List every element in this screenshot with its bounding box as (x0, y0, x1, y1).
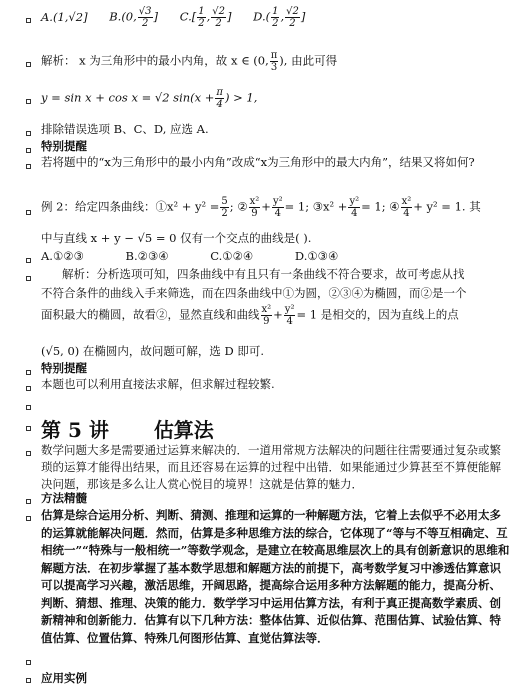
bullet (26, 660, 31, 665)
bullet (26, 370, 31, 375)
bullet (26, 18, 31, 23)
option-b: B.(0, $\frac{√3}{2}$ ] (109, 6, 159, 29)
intro-paragraph: 数学问题大多是需要通过运算来解决的．一道用常规方法解决的问题往往需要通过复杂或繁琐的运算才能得出结果，而且还容易在运算的过程中出错．如果能通过少算甚至不算便能解决问题，那该是多么让人赏心悦目的境界！这就是估算的魅力． (41, 443, 501, 491)
solution-line-1: 解析：分析选项可知，四条曲线中有且只有一条曲线不符合要求，故可考虑从找 (62, 267, 465, 281)
bullet (26, 516, 31, 521)
lecture-title: 估算法 (153, 418, 214, 442)
bullet (26, 276, 31, 281)
special-note-title: 特别提醒 (41, 139, 87, 153)
lecture-number: 第 5 讲 (41, 418, 109, 442)
option-a: A.①②③ (41, 249, 84, 263)
special-note-title-2: 特别提醒 (41, 361, 87, 375)
option-a: A.(1,√2] (41, 9, 88, 24)
bullet (26, 99, 31, 104)
special-note-text-2: 本题也可以利用直接法求解，但求解过程较繁. (41, 377, 275, 391)
example-line-cont: 中与直线 x + y − √5 = 0 仅有一个交点的曲线是( ). (41, 231, 312, 245)
analysis-line: 解析： x 为三角形中的最小内角，故 x ∈ (0, $\frac{\pi}{3}$ ), 由此可得 (41, 50, 338, 73)
solution-line-2: 不符合条件的曲线入手来筛选，而在四条曲线中①为圆，②③④为椭圆，而②是一个 (41, 286, 467, 300)
example-options (41, 248, 512, 265)
example-line: 例 2：给定四条曲线：①x² + y² = $\frac{5}{2}$ ; ② $\frac{\text{x²}}{9}$ + $\frac{\text{y²}}{4}$ = 1; ③x² + $\frac{\text{y²}}{4}$ = 1; ④ $\frac{\text{x²}}{4}$ + y² = 1. 其 (41, 196, 481, 219)
option-c: C.①②④ (210, 249, 254, 263)
bullet (26, 210, 31, 215)
solution-line-3: 面积最大的椭圆，故看②，显然直线和曲线 $\frac{\text{x²}}{9}$ + $\frac{\text{y²}}{4}$ = 1 是相交的，因为直线上的点 (41, 304, 459, 327)
bullet (26, 451, 31, 456)
application-examples-title: 应用实例 (41, 671, 87, 685)
bullet (26, 426, 31, 431)
exclude-line: 排除错误选项 B、C、D, 应选 A. (41, 122, 209, 136)
lecture-heading (41, 414, 214, 443)
method-essence-title: 方法精髓 (41, 491, 87, 505)
option-b: B.②③④ (125, 249, 169, 263)
option-d: D.( $\frac{1}{2}$ , $\frac{√2}{2}$ ] (253, 6, 306, 29)
bullet (26, 678, 31, 683)
bullet (26, 131, 31, 136)
bullet (26, 148, 31, 153)
bullet (26, 62, 31, 67)
special-note-text: 若将题中的“x为三角形中的最小内角”改成“x为三角形中的最大内角”，结果又将如何? (41, 155, 475, 169)
option-d: D.①③④ (294, 249, 339, 263)
solution-line-4: (√5, 0) 在椭圆内，故问题可解，选 D 即可. (41, 344, 265, 358)
bullet (26, 499, 31, 504)
bullet (26, 386, 31, 391)
options-line (41, 6, 512, 29)
method-essence-paragraph: 估算是综合运用分析、判断、猜测、推理和运算的一种解题方法，它着上去似乎不必用太多的运算就能解决问题．然而，估算是多种思维方法的综合，它体现了“等与不等互相确定、互相统一”“特殊与一般相统一”等数学观念，是建立在较高思维层次上的具有创新意识的思维和解题方法．在初步掌握了基本数学思想和解题方法的前提下，高考数学复习中渗透估算意识可以提高学习兴趣，激活思维，开阔思路，提高综合运用多种方法解题的能力，提高分析、判断、猜想、推理、决策的能力．数学学习中运用估算方法，有利于真正提高数学素质、创新精神和创新能力．估算有以下几种方法：整体估算、近似估算、范围估算、试验估算、特值估算、位置估算、特殊几何图形估算、直觉估算法等． (41, 508, 510, 645)
bullet (26, 258, 31, 263)
equation-line: y = sin x + cos x = √2 sin(x + $\frac{\pi}{4}$ ) > 1, (41, 87, 258, 110)
bullet (26, 164, 31, 169)
option-c: C.[ $\frac{1}{2}$ , $\frac{√2}{2}$ ] (179, 6, 232, 29)
bullet (26, 405, 31, 410)
